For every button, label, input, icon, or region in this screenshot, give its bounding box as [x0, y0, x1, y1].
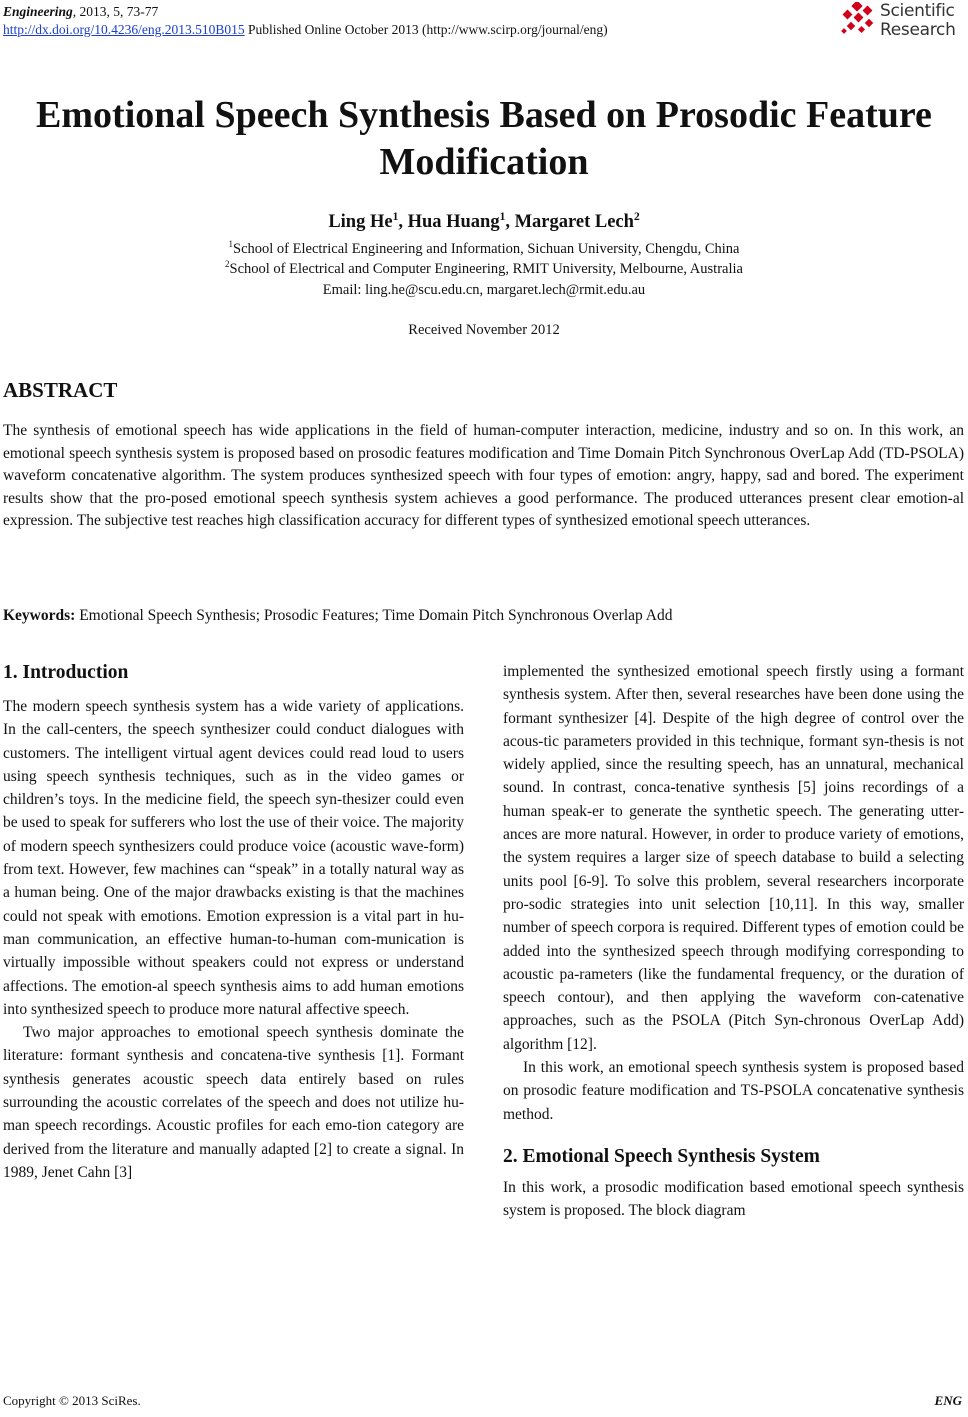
affiliation-2: $^2$School of Electrical and Computer Engineering, RMIT University, Melbourne, Australia	[225, 259, 743, 277]
section-heading: 2. Emotional Speech Synthesis System	[503, 1145, 820, 1167]
keywords	[3, 605, 672, 627]
scientific-research-logo	[840, 0, 962, 46]
doi-link[interactable]: http://dx.doi.org/10.4236/eng.2013.510B015	[3, 22, 245, 37]
paragraph: In this work, a prosodic modification based emotional speech synthesis system is proposed. The block diagram	[503, 1178, 964, 1220]
author-name: Ling He	[328, 212, 393, 232]
author-name: Hua Huang	[407, 212, 500, 232]
author-list: Ling He$^1$, Hua Huang$^1$, Margaret Lech$^2$	[328, 210, 640, 232]
affiliation-1: $^1$School of Electrical Engineering and Information, Sichuan University, Chengdu, China	[228, 239, 740, 257]
abstract-heading: ABSTRACT	[3, 378, 118, 402]
journal-header	[3, 3, 608, 39]
left-column	[3, 660, 464, 1184]
keywords-text: Emotional Speech Synthesis; Prosodic Features; Time Domain Pitch Synchronous Overlap Add	[75, 607, 673, 624]
journal-citation: , 2013, 5, 73-77	[72, 4, 159, 19]
doi-line	[3, 21, 608, 39]
logo-wordmark: Scientific Research	[880, 1, 956, 40]
publisher-logo-icon	[840, 2, 876, 38]
journal-abbr: ENG	[934, 1393, 962, 1408]
keywords-label: Keywords:	[3, 607, 76, 624]
received-date: Received November 2012	[408, 322, 560, 338]
published-online: Published Online October 2013 (http://www.scirp.org/journal/eng)	[244, 22, 608, 37]
author-email: Email: ling.he@scu.edu.cn, margaret.lech@rmit.edu.au	[322, 282, 646, 298]
paper-title: Emotional Speech Synthesis Based on Prosodic Feature Modification	[36, 94, 932, 183]
paragraph: The modern speech synthesis system has a wide variety of applications. In the call-centers, the speech synthesizer could conduct dialogues with customers. The intelligent virtual agent devices could read loud to users using speech synthesis techniques, such as in the video games or children’s toys. In the medicine field, the speech syn-thesizer could even be used to speak for sufferers who lost the use of their voice. The majority of modern speech synthesizers could produce voice (acoustic wave-form) from text. However, few machines can “speak” in a totally natural way as a human being. One of the major drawbacks existing is that the machines could not speak with emotions. Emotion expression is a vital part in hu-man communication, an effective human-to-human com-munication is virtually impossible without speakers could not express or understand affections. The emotion-al speech synthesis aims to add human emotions into synthesized speech to produce more natural affective speech.	[3, 698, 464, 1018]
citation-line	[3, 3, 608, 21]
journal-name: Engineering	[3, 4, 73, 19]
section-heading: 1. Introduction	[3, 662, 129, 683]
paragraph: Two major approaches to emotional speech synthesis dominate the literature: formant synthesis and concatena-tive synthesis [1]. Formant synthesis generates acoustic speech data entirely based on rules surrounding the acoustic correlates of the speech and does not utilize hu-man speech recordings. Acoustic profiles for each emo-tion category are derived from the literature and manually adapted [2] to create a signal. In 1989, Jenet Cahn [3]	[3, 1024, 464, 1181]
right-column	[503, 660, 964, 1223]
paragraph: In this work, an emotional speech synthesis system is proposed based on prosodic feature modification and TS-PSOLA concatenative synthesis method.	[503, 1059, 964, 1123]
paragraph: implemented the synthesized emotional speech firstly using a formant synthesis system. After then, several researches have been done using the formant synthesizer [4]. Despite of the high degree of control over the acous-tic parameters provided in this technique, formant syn-thesis is not widely applied, since the resulting speech, has an unnatural, mechanical sound. In contrast, conca-tenative synthesis [5] joins recordings of a human speak-er to generate the synthetic speech. The generating utter-ances are more natural. However, in order to produce variety of emotions, the system requires a larger size of speech database to build a selecting units pool [6-9]. To solve this problem, several researchers incorporate pro-sodic strategies into unit selection [10,11]. In this way, smaller number of speech corpora is required. Different types of emotion could be added into the synthesized speech through modifying corresponding to acoustic pa-rameters (like the fundamental frequency, or the duration of speech contour), and then applying the waveform con-catenative approaches, such as the PSOLA (Pitch Syn-chronous OverLap Add) algorithm [12].	[503, 663, 964, 1053]
author-name: Margaret Lech	[514, 212, 634, 232]
abstract-text: The synthesis of emotional speech has wide applications in the field of human-computer interaction, medicine, industry and so on. In this work, an emotional speech synthesis system is proposed based on prosodic features modification and Time Domain Pitch Synchronous OverLap Add (TD-PSOLA) waveform concatenative algorithm. The system produces synthesized speech with four types of emotion: angry, happy, sad and bored. The experiment results show that the pro-posed emotional speech synthesis system achieves a good performance. The produced utterances present clear emotion-al expression. The subjective test reaches high classification accuracy for different types of synthesized emotional speech utterances.	[3, 422, 964, 529]
copyright: Copyright © 2013 SciRes.	[3, 1393, 141, 1408]
